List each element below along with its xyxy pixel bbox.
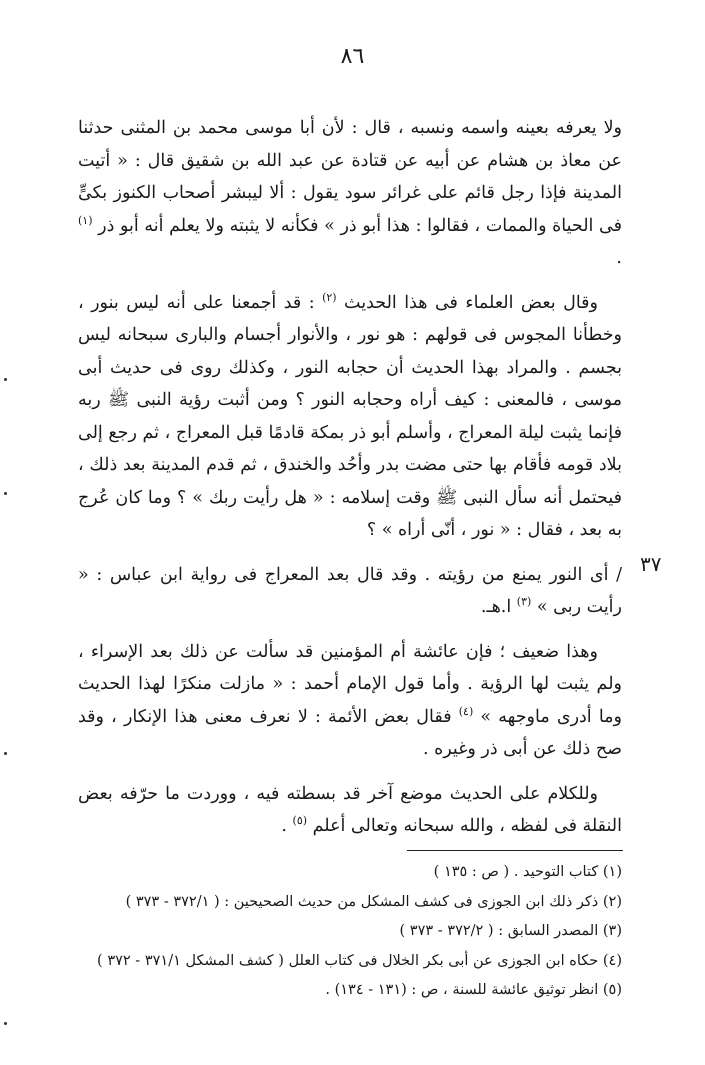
footnote-ref: (٥) [292, 814, 308, 828]
paragraph-tail: . [616, 248, 622, 268]
footnote-ref: (١) [78, 213, 93, 227]
scan-speck [4, 752, 7, 755]
paragraph-3 [78, 559, 622, 624]
footnote-ref: (٣) [516, 595, 532, 609]
paragraph-2 [78, 287, 622, 547]
paragraph-text: وهذا ضعيف ؛ فإن عائشة أم المؤمنين قد سألت عن ذلك بعد الإسراء ، ولم يثبت لها الرؤية . وأما قول الإمام أحمد : « مازلت منكرًا لهذا الحديث وما أدرى ماوجهه » [78, 641, 622, 727]
footnote-4: (٤) حكاه ابن الجوزى عن أبى بكر الخلال فى كتاب العلل ( كشف المشكل ٣٧١/١ - ٣٧٢ ) [97, 952, 622, 969]
paragraph-5 [78, 778, 622, 843]
paragraph-text: ولا يعرفه بعينه واسمه ونسبه ، قال : لأن أبا موسى محمد بن المثنى حدثنا عن معاذ بن هشام عن أبيه عن قتادة عن عبد الله بن شقيق قال : « أتيت المدينة فإذا رجل قائم على غرائر سود يقول : ألا ليبشر أصحاب الكنوز بكىٍّ فى الحياة والممات ، فقالوا : هذا أبو ذر » فكأنه لا يثبته ولا يعلم أنه أبو ذر [78, 118, 622, 236]
paragraph-tail: . [281, 816, 293, 836]
margin-page-marker: ٣٧ [640, 552, 662, 576]
scan-speck [4, 378, 7, 381]
scan-speck [4, 1022, 7, 1025]
footnotes [70, 858, 622, 1006]
footnote-divider [407, 850, 623, 851]
footnote-3: (٣) المصدر السابق : ( ٣٧٢/٢ - ٣٧٣ ) [399, 923, 622, 939]
main-text [78, 112, 622, 855]
footnote-1: (١) كتاب التوحيد . ( ص : ١٣٥ ) [433, 864, 622, 880]
paragraph-tail: ا.هـ. [480, 597, 517, 617]
paragraph-text: وقال بعض العلماء فى هذا الحديث [344, 292, 598, 313]
footnote-ref: (٢) [322, 290, 337, 304]
footnote-ref: (٤) [458, 704, 474, 718]
paragraph-text: / أى النور يمنع من رؤيته . وقد قال بعد المعراج فى رواية ابن عباس : « رأيت ربى » [78, 564, 622, 617]
paragraph-tail: : قد أجمعنا على أنه ليس بنور ، وخطأنا المجوس فى قولهم : هو نور ، والأنوار أجسام والبارى سبحانه ليس بجسم . والمراد بهذا الحديث أن حجابه النور ، وكذلك روى فى حديث أبى موسى ، فالمعنى : كيف أراه وحجابه النور ؟ ومن أثبت رؤية النبى ﷺ ربه فإنما يثبت ليلة المعراج ، وأسلم أبو ذر بمكة قادمًا قبل المعراج ، ثم رجع إلى بلاد قومه فأقام بها حتى مضت بدر وأحُد والخندق ، ثم قدم المدينة بعد ذلك ، فيحتمل أنه سأل النبى ﷺ وقت إسلامه : « هل رأيت ربك » ؟ وما كان عُرج به بعد ، فقال : « نور ، أنّى أراه » ؟ [78, 292, 622, 540]
footnote-5: (٥) انظر توثيق عائشة للسنة ، ص : (١٣١ - ١٣٤) . [325, 982, 622, 998]
page-number: ٨٦ [340, 44, 365, 69]
paragraph-1 [78, 112, 622, 275]
paragraph-4 [78, 636, 622, 766]
footnote-2: (٢) ذكر ذلك ابن الجوزى فى كشف المشكل من حديث الصحيحين : ( ٣٧٢/١ - ٣٧٣ ) [125, 893, 622, 910]
scan-speck [4, 492, 7, 495]
paragraph-text: وللكلام على الحديث موضع آخر قد بسطته فيه ، ووردت ما حرّفه بعض النقلة فى لفظه ، والله سبحانه وتعالى أعلم [78, 783, 622, 836]
paragraph-tail: فقال بعض الأئمة : لا نعرف معنى هذا الإنكار ، وقد صح ذلك عن أبى ذر وغيره . [78, 706, 622, 759]
